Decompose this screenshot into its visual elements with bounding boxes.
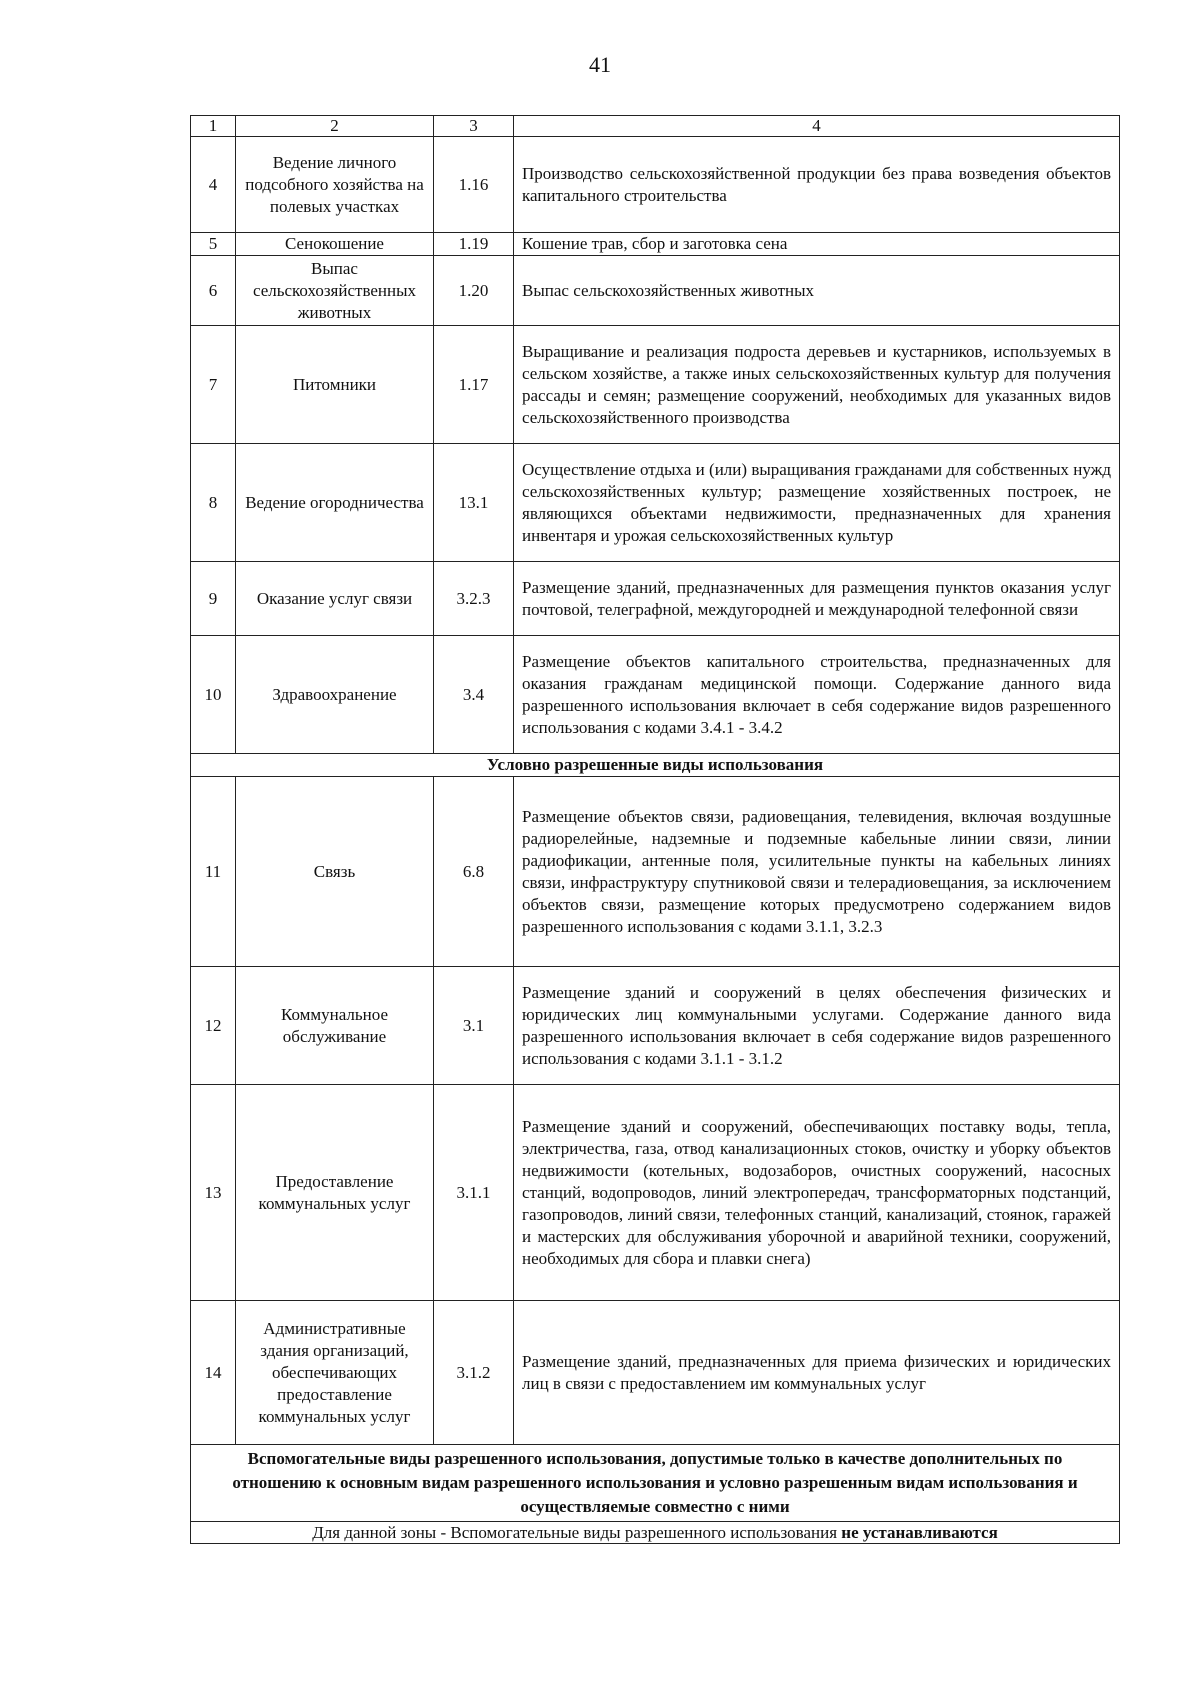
use-description: Размещение объектов капитального строительства, предназначенных для оказания гражданам медицинской помощи. Содержание данного вида разрешенного использования включает в себя содержание видов разрешенного использования с кодами 3.4.1 - 3.4.2 (514, 636, 1120, 754)
row-number: 4 (191, 137, 236, 233)
table-row (191, 444, 1120, 562)
use-name: Связь (236, 777, 434, 967)
row-number: 13 (191, 1085, 236, 1301)
use-code: 1.17 (434, 326, 514, 444)
header-col-1: 1 (191, 116, 236, 137)
table-row (191, 562, 1120, 636)
use-code: 3.1.2 (434, 1301, 514, 1445)
use-name: Предоставление коммунальных услуг (236, 1085, 434, 1301)
page-number: 41 (589, 52, 611, 77)
table-row (191, 636, 1120, 754)
table-row (191, 256, 1120, 326)
use-description: Размещение зданий и сооружений в целях обеспечения физических и юридических лиц коммунальными услугами. Содержание данного вида разрешенного использования включает в себя содержание видов разрешенного использования с кодами 3.1.1 - 3.1.2 (514, 967, 1120, 1085)
row-number: 8 (191, 444, 236, 562)
use-name: Ведение личного подсобного хозяйства на полевых участках (236, 137, 434, 233)
use-description: Производство сельскохозяйственной продукции без права возведения объектов капитального строительства (514, 137, 1120, 233)
use-name: Выпас сельскохозяйственных животных (236, 256, 434, 326)
table-row (191, 1301, 1120, 1445)
use-code: 3.2.3 (434, 562, 514, 636)
auxiliary-note-row (191, 1522, 1120, 1544)
use-code: 3.1.1 (434, 1085, 514, 1301)
use-description: Выращивание и реализация подроста деревьев и кустарников, используемых в сельском хозяйстве, а также иных сельскохозяйственных культур для получения рассады и семян; размещение сооружений, необходимых для указанных видов сельскохозяйственного производства (514, 326, 1120, 444)
header-col-3: 3 (434, 116, 514, 137)
use-code: 3.4 (434, 636, 514, 754)
section-auxiliary-row (191, 1445, 1120, 1522)
table-header-row (191, 116, 1120, 137)
section-auxiliary-heading: Вспомогательные виды разрешенного использования, допустимые только в качестве дополнительных по отношению к основным видам разрешенного использования и условно разрешенным видам использования и осуществляемые совместно с ними (191, 1445, 1120, 1522)
land-use-table (190, 115, 1120, 1544)
use-description: Выпас сельскохозяйственных животных (514, 256, 1120, 326)
use-code: 6.8 (434, 777, 514, 967)
use-code: 1.16 (434, 137, 514, 233)
use-name: Ведение огородничества (236, 444, 434, 562)
use-description: Осуществление отдыха и (или) выращивания гражданами для собственных нужд сельскохозяйственных культур; размещение хозяйственных построек, не являющихся объектами недвижимости, предназначенных для хранения инвентаря и урожая сельскохозяйственных культур (514, 444, 1120, 562)
auxiliary-note-emphasis: не устанавливаются (841, 1523, 998, 1542)
use-description: Размещение зданий и сооружений, обеспечивающих поставку воды, тепла, электричества, газа, отвод канализационных стоков, очистку и уборку объектов недвижимости (котельных, водозаборов, очистных сооружений, насосных станций, водопроводов, линий электропередач, трансформаторных подстанций, газопроводов, линий связи, телефонных станций, канализаций, стоянок, гаражей и мастерских для обслуживания уборочной и аварийной техники, сооружений, необходимых для сбора и плавки снега) (514, 1085, 1120, 1301)
row-number: 9 (191, 562, 236, 636)
header-col-4: 4 (514, 116, 1120, 137)
row-number: 14 (191, 1301, 236, 1445)
table-row (191, 967, 1120, 1085)
use-code: 13.1 (434, 444, 514, 562)
use-name: Здравоохранение (236, 636, 434, 754)
section-conditional-row (191, 754, 1120, 777)
use-name: Сенокошение (236, 233, 434, 256)
use-code: 3.1 (434, 967, 514, 1085)
table-row (191, 233, 1120, 256)
use-name: Коммунальное обслуживание (236, 967, 434, 1085)
use-description: Размещение зданий, предназначенных для приема физических и юридических лиц в связи с предоставлением им коммунальных услуг (514, 1301, 1120, 1445)
auxiliary-note-text: Для данной зоны - Вспомогательные виды разрешенного использования (312, 1523, 838, 1542)
use-code: 1.19 (434, 233, 514, 256)
use-name: Оказание услуг связи (236, 562, 434, 636)
row-number: 11 (191, 777, 236, 967)
row-number: 5 (191, 233, 236, 256)
row-number: 6 (191, 256, 236, 326)
use-code: 1.20 (434, 256, 514, 326)
table-row (191, 137, 1120, 233)
table-row (191, 777, 1120, 967)
row-number: 10 (191, 636, 236, 754)
table-row (191, 326, 1120, 444)
use-name: Административные здания организаций, обеспечивающих предоставление коммунальных услуг (236, 1301, 434, 1445)
auxiliary-note (191, 1522, 1120, 1544)
row-number: 7 (191, 326, 236, 444)
header-col-2: 2 (236, 116, 434, 137)
use-description: Размещение объектов связи, радиовещания, телевидения, включая воздушные радиорелейные, надземные и подземные кабельные линии связи, линии радиофикации, антенные поля, усилительные пункты на кабельных линиях связи, инфраструктуру спутниковой связи и телерадиовещания, за исключением объектов связи, размещение которых предусмотрено содержанием видов разрешенного использования с кодами 3.1.1, 3.2.3 (514, 777, 1120, 967)
section-conditional-heading: Условно разрешенные виды использования (191, 754, 1120, 777)
table-row (191, 1085, 1120, 1301)
use-description: Кошение трав, сбор и заготовка сена (514, 233, 1120, 256)
row-number: 12 (191, 967, 236, 1085)
use-name: Питомники (236, 326, 434, 444)
use-description: Размещение зданий, предназначенных для размещения пунктов оказания услуг почтовой, телеграфной, междугородней и международной телефонной связи (514, 562, 1120, 636)
